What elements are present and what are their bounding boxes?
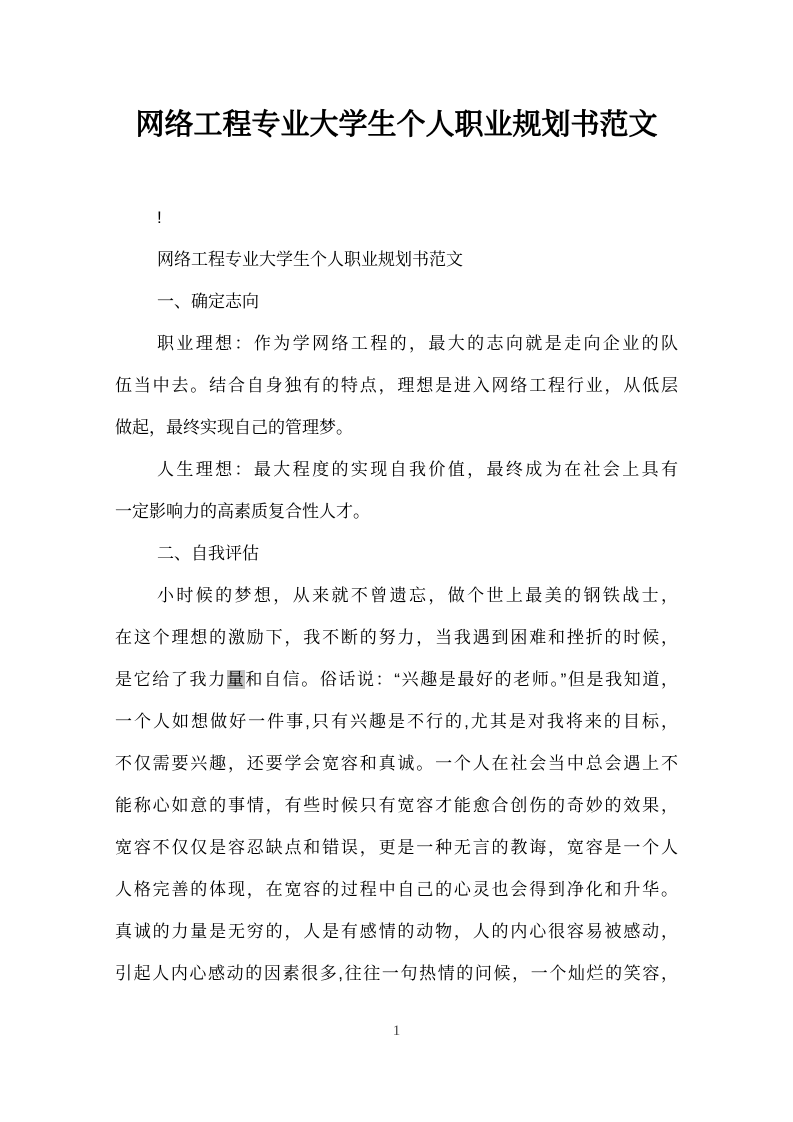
document-body [115,197,678,995]
page-number: 1 [392,1023,401,1039]
text-line: 二、自我评估 [157,544,259,563]
text-line: 一、确定志向 [157,292,259,311]
text-line: 人生理想：最大程度的实现自我价值，最终成为在社会上具有 [157,460,678,479]
text-line: 真诚的力量是无穷的，人是有感情的动物，人的内心很容易被感动， [115,922,678,941]
text-line: 一个人如想做好一件事,只有兴趣是不行的,尤其是对我将来的目标， [115,712,678,731]
text-line: 做起，最终实现自己的管理梦。 [115,418,353,437]
text-line: 宽容不仅仅是容忍缺点和错误，更是一种无言的教诲，宽容是一个人 [115,838,678,857]
text-line: 不仅需要兴趣，还要学会宽容和真诚。一个人在社会当中总会遇上不 [115,754,678,773]
text-line: 伍当中去。结合自身独有的特点，理想是进入网络工程行业，从低层 [115,376,678,395]
text-line: 小时候的梦想，从来就不曾遗忘，做个世上最美的钢铁战士， [157,586,678,605]
text-line: 在这个理想的激励下，我不断的努力，当我遇到困难和挫折的时候， [115,628,678,647]
text-line: 引起人内心感动的因素很多,往往一句热情的问候，一个灿烂的笑容， [115,964,678,983]
text-line: ! [157,208,162,227]
text-line: 能称心如意的事情，有些时候只有宽容才能愈合创伤的奇妙的效果， [115,796,678,815]
text-line: 人格完善的体现，在宽容的过程中自己的心灵也会得到净化和升华。 [115,880,678,899]
text-line: 一定影响力的高素质复合性人才。 [115,502,370,521]
text-line: 职业理想：作为学网络工程的，最大的志向就是走向企业的队 [157,334,678,353]
text-line: 网络工程专业大学生个人职业规划书范文 [157,250,463,269]
text-line: 是它给了我力量和自信。俗话说：“兴趣是最好的老师。”但是我知道， [115,670,679,689]
document-title: 网络工程专业大学生个人职业规划书范文 [135,109,658,141]
highlighted-text: 量 [226,670,246,689]
